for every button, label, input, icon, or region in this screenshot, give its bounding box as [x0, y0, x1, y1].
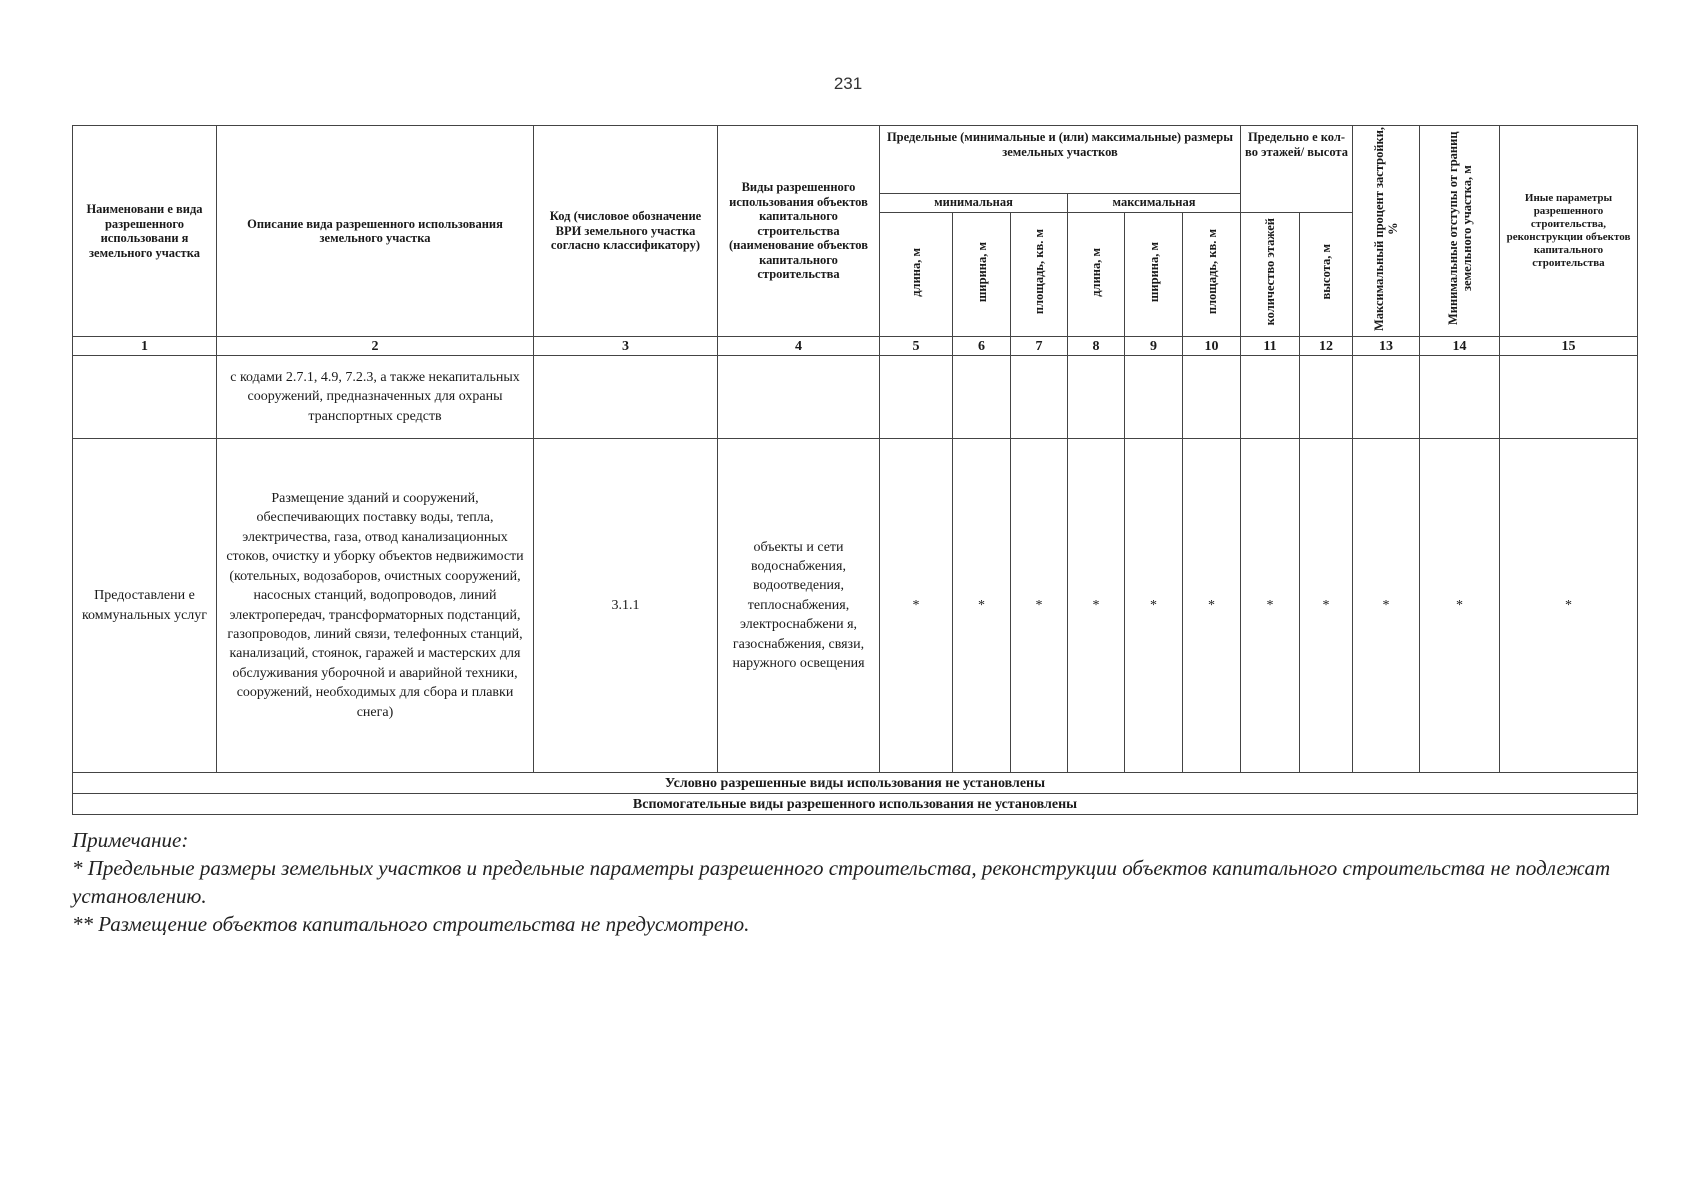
continued-description: с кодами 2.7.1, 4.9, 7.2.3, а также некапитальных сооружений, предназначенных для охраны транспортных средств [217, 356, 534, 439]
continued-row [73, 356, 1638, 439]
column-number: 12 [1300, 337, 1353, 356]
row-code: 3.1.1 [534, 439, 718, 773]
column-number: 14 [1420, 337, 1500, 356]
column-number: 7 [1011, 337, 1068, 356]
header-name: Наименовани е вида разрешенного использовани я земельного участка [73, 126, 217, 337]
column-number: 8 [1068, 337, 1125, 356]
column-number: 10 [1183, 337, 1241, 356]
header-min-area: площадь, кв. м [1032, 229, 1046, 315]
empty-cell [1300, 356, 1353, 439]
column-number: 9 [1125, 337, 1183, 356]
value-cell: * [1183, 439, 1241, 773]
column-number: 5 [880, 337, 953, 356]
empty-cell [1241, 356, 1300, 439]
header-code: Код (числовое обозначение ВРИ земельного участка согласно классификатору) [534, 126, 718, 337]
column-number: 4 [718, 337, 880, 356]
header-min-width-cell [953, 212, 1011, 336]
auxiliary-row [73, 794, 1638, 815]
header-row-1 [73, 126, 1638, 194]
value-cell: * [1420, 439, 1500, 773]
continued-objects-cell [718, 356, 880, 439]
header-min-setback: Минимальные отступы от границ земельного участка, м [1445, 131, 1474, 326]
column-number: 13 [1353, 337, 1420, 356]
note-2: ** Размещение объектов капитального строительства не предусмотрено. [72, 912, 750, 936]
column-number: 2 [217, 337, 534, 356]
value-cell: * [953, 439, 1011, 773]
header-floors-count-cell [1241, 212, 1300, 336]
row-description: Размещение зданий и сооружений, обеспечивающих поставку воды, тепла, электричества, газа, отвод канализационных стоков, очистку и уборку объектов недвижимости (котельных, водозаборов, очистных сооружений, насосных станций, водопроводов, линий электропередач, трансформаторных подстанций, газопроводов, линий связи, телефонных станций, канализаций, стоянок, гаражей и мастерских для обслуживания уборочной и аварийной техники, сооружений, необходимых для сбора и плавки снега) [217, 439, 534, 773]
notes [72, 826, 1632, 938]
value-cell: * [1241, 439, 1300, 773]
header-height: высота, м [1319, 244, 1333, 300]
header-min-length-cell [880, 212, 953, 336]
empty-cell [1011, 356, 1068, 439]
continued-name-cell [73, 356, 217, 439]
value-cell: * [1125, 439, 1183, 773]
empty-cell [1420, 356, 1500, 439]
value-cell: * [1068, 439, 1125, 773]
value-cell: * [1300, 439, 1353, 773]
page-number: 231 [833, 74, 863, 93]
header-min-length: длина, м [909, 247, 923, 297]
header-min-width: ширина, м [974, 241, 989, 302]
value-cell: * [880, 439, 953, 773]
header-objects: Виды разрешенного использования объектов капитального строительства (наименование объектов капитального строительства [718, 126, 880, 337]
header-max-percent: Максимальный процент застройки, % [1372, 126, 1400, 331]
value-cell: * [1353, 439, 1420, 773]
empty-cell [953, 356, 1011, 439]
column-number: 1 [73, 337, 217, 356]
header-other-params: Иные параметры разрешенного строительства, реконструкции объектов капитального строительства [1500, 126, 1638, 337]
continued-code-cell [534, 356, 718, 439]
header-min-area-cell [1011, 212, 1068, 336]
empty-cell [880, 356, 953, 439]
header-maximal: максимальная [1068, 193, 1241, 212]
auxiliary-note: Вспомогательные виды разрешенного использования не установлены [73, 794, 1638, 815]
header-height-cell [1300, 212, 1353, 336]
header-floors-count: количество этажей [1263, 218, 1277, 326]
header-max-area-cell [1183, 212, 1241, 336]
header-min-setback-cell [1420, 126, 1500, 337]
conditional-note: Условно разрешенные виды использования не установлены [73, 773, 1638, 794]
land-use-table [72, 125, 1638, 815]
header-size-limits: Предельные (минимальные и (или) максимальные) размеры земельных участков [880, 126, 1241, 194]
column-number: 6 [953, 337, 1011, 356]
empty-cell [1125, 356, 1183, 439]
header-max-area: площадь, кв. м [1204, 229, 1219, 315]
header-floors-height: Предельно е кол-во этажей/ высота [1241, 126, 1353, 213]
value-cell: * [1011, 439, 1068, 773]
column-number: 11 [1241, 337, 1300, 356]
value-cell: * [1500, 439, 1638, 773]
header-max-width-cell [1125, 212, 1183, 336]
note-1: * Предельные размеры земельных участков и предельные параметры разрешенного строительства, реконструкции объектов капитального строительства не подлежат установлению. [72, 856, 1611, 908]
column-number: 15 [1500, 337, 1638, 356]
header-max-length: длина, м [1089, 247, 1103, 297]
row-objects: объекты и сети водоснабжения, водоотведения, теплоснабжения, электроснабжени я, газоснабжения, связи, наружного освещения [718, 439, 880, 773]
column-number: 3 [534, 337, 718, 356]
empty-cell [1068, 356, 1125, 439]
header-max-width: ширина, м [1146, 241, 1161, 302]
empty-cell [1183, 356, 1241, 439]
conditional-row [73, 773, 1638, 794]
empty-cell [1353, 356, 1420, 439]
table-row [73, 439, 1638, 773]
header-max-percent-cell [1353, 126, 1420, 337]
row-name: Предоставлени е коммунальных услуг [73, 439, 217, 773]
header-minimal: минимальная [880, 193, 1068, 212]
empty-cell [1500, 356, 1638, 439]
header-max-length-cell [1068, 212, 1125, 336]
column-number-row [73, 337, 1638, 356]
header-description: Описание вида разрешенного использования земельного участка [217, 126, 534, 337]
notes-title: Примечание: [72, 828, 189, 852]
